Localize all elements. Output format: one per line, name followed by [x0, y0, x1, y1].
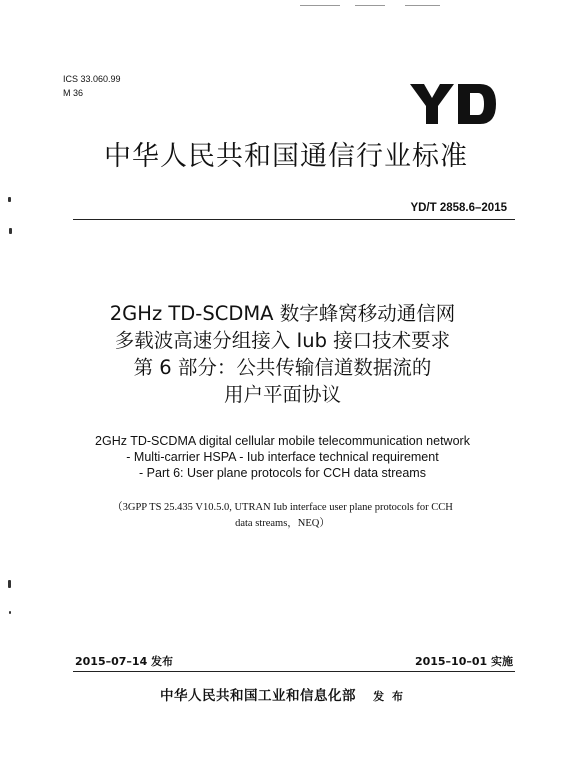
scan-mark: [8, 580, 11, 588]
adoption-line: data streams，NEQ）: [235, 518, 330, 529]
title-en-line: 2GHz TD-SCDMA digital cellular mobile telecommunication network: [95, 434, 470, 448]
title-cn-line: 2GHz TD-SCDMA 数字蜂窝移动通信网: [109, 302, 456, 325]
title-en-line: - Multi-carrier HSPA - Iub interface technical requirement: [126, 450, 439, 464]
issue-date: 2015–07–14 发布: [75, 655, 174, 668]
title-english: [40, 433, 525, 481]
standard-category: 中华人民共和国通信行业标准: [104, 141, 468, 172]
top-divider: [73, 219, 515, 220]
title-chinese: [40, 300, 525, 408]
title-cn-line: 多载波高速分组接入 Iub 接口技术要求: [114, 329, 451, 352]
scan-mark: [300, 5, 340, 6]
scan-mark: [9, 228, 12, 234]
publisher-name: 中华人民共和国工业和信息化部: [160, 688, 357, 704]
adoption-line: （3GPP TS 25.435 V10.5.0, UTRAN Iub interface user plane protocols for CCH: [112, 502, 453, 513]
publish-action: 发 布: [373, 690, 405, 703]
scan-mark: [405, 5, 440, 6]
title-cn-line: 用户平面协议: [223, 383, 341, 406]
adoption-note: [40, 500, 525, 532]
yd-logo: [408, 82, 498, 126]
implementation-date: 2015–10–01 实施: [414, 655, 513, 668]
title-cn-line: 第 6 部分：公共传输信道数据流的: [133, 356, 432, 379]
publisher: [40, 684, 525, 704]
ics-code: ICS 33.060.99: [63, 74, 121, 84]
scan-mark: [8, 197, 11, 202]
scan-mark: [355, 5, 385, 6]
ccs-code: M 36: [63, 88, 84, 98]
standard-number: YD/T 2858.6–2015: [410, 202, 507, 214]
title-en-line: - Part 6: User plane protocols for CCH data streams: [139, 466, 426, 480]
bottom-divider: [73, 671, 515, 672]
scan-mark: [9, 611, 11, 614]
